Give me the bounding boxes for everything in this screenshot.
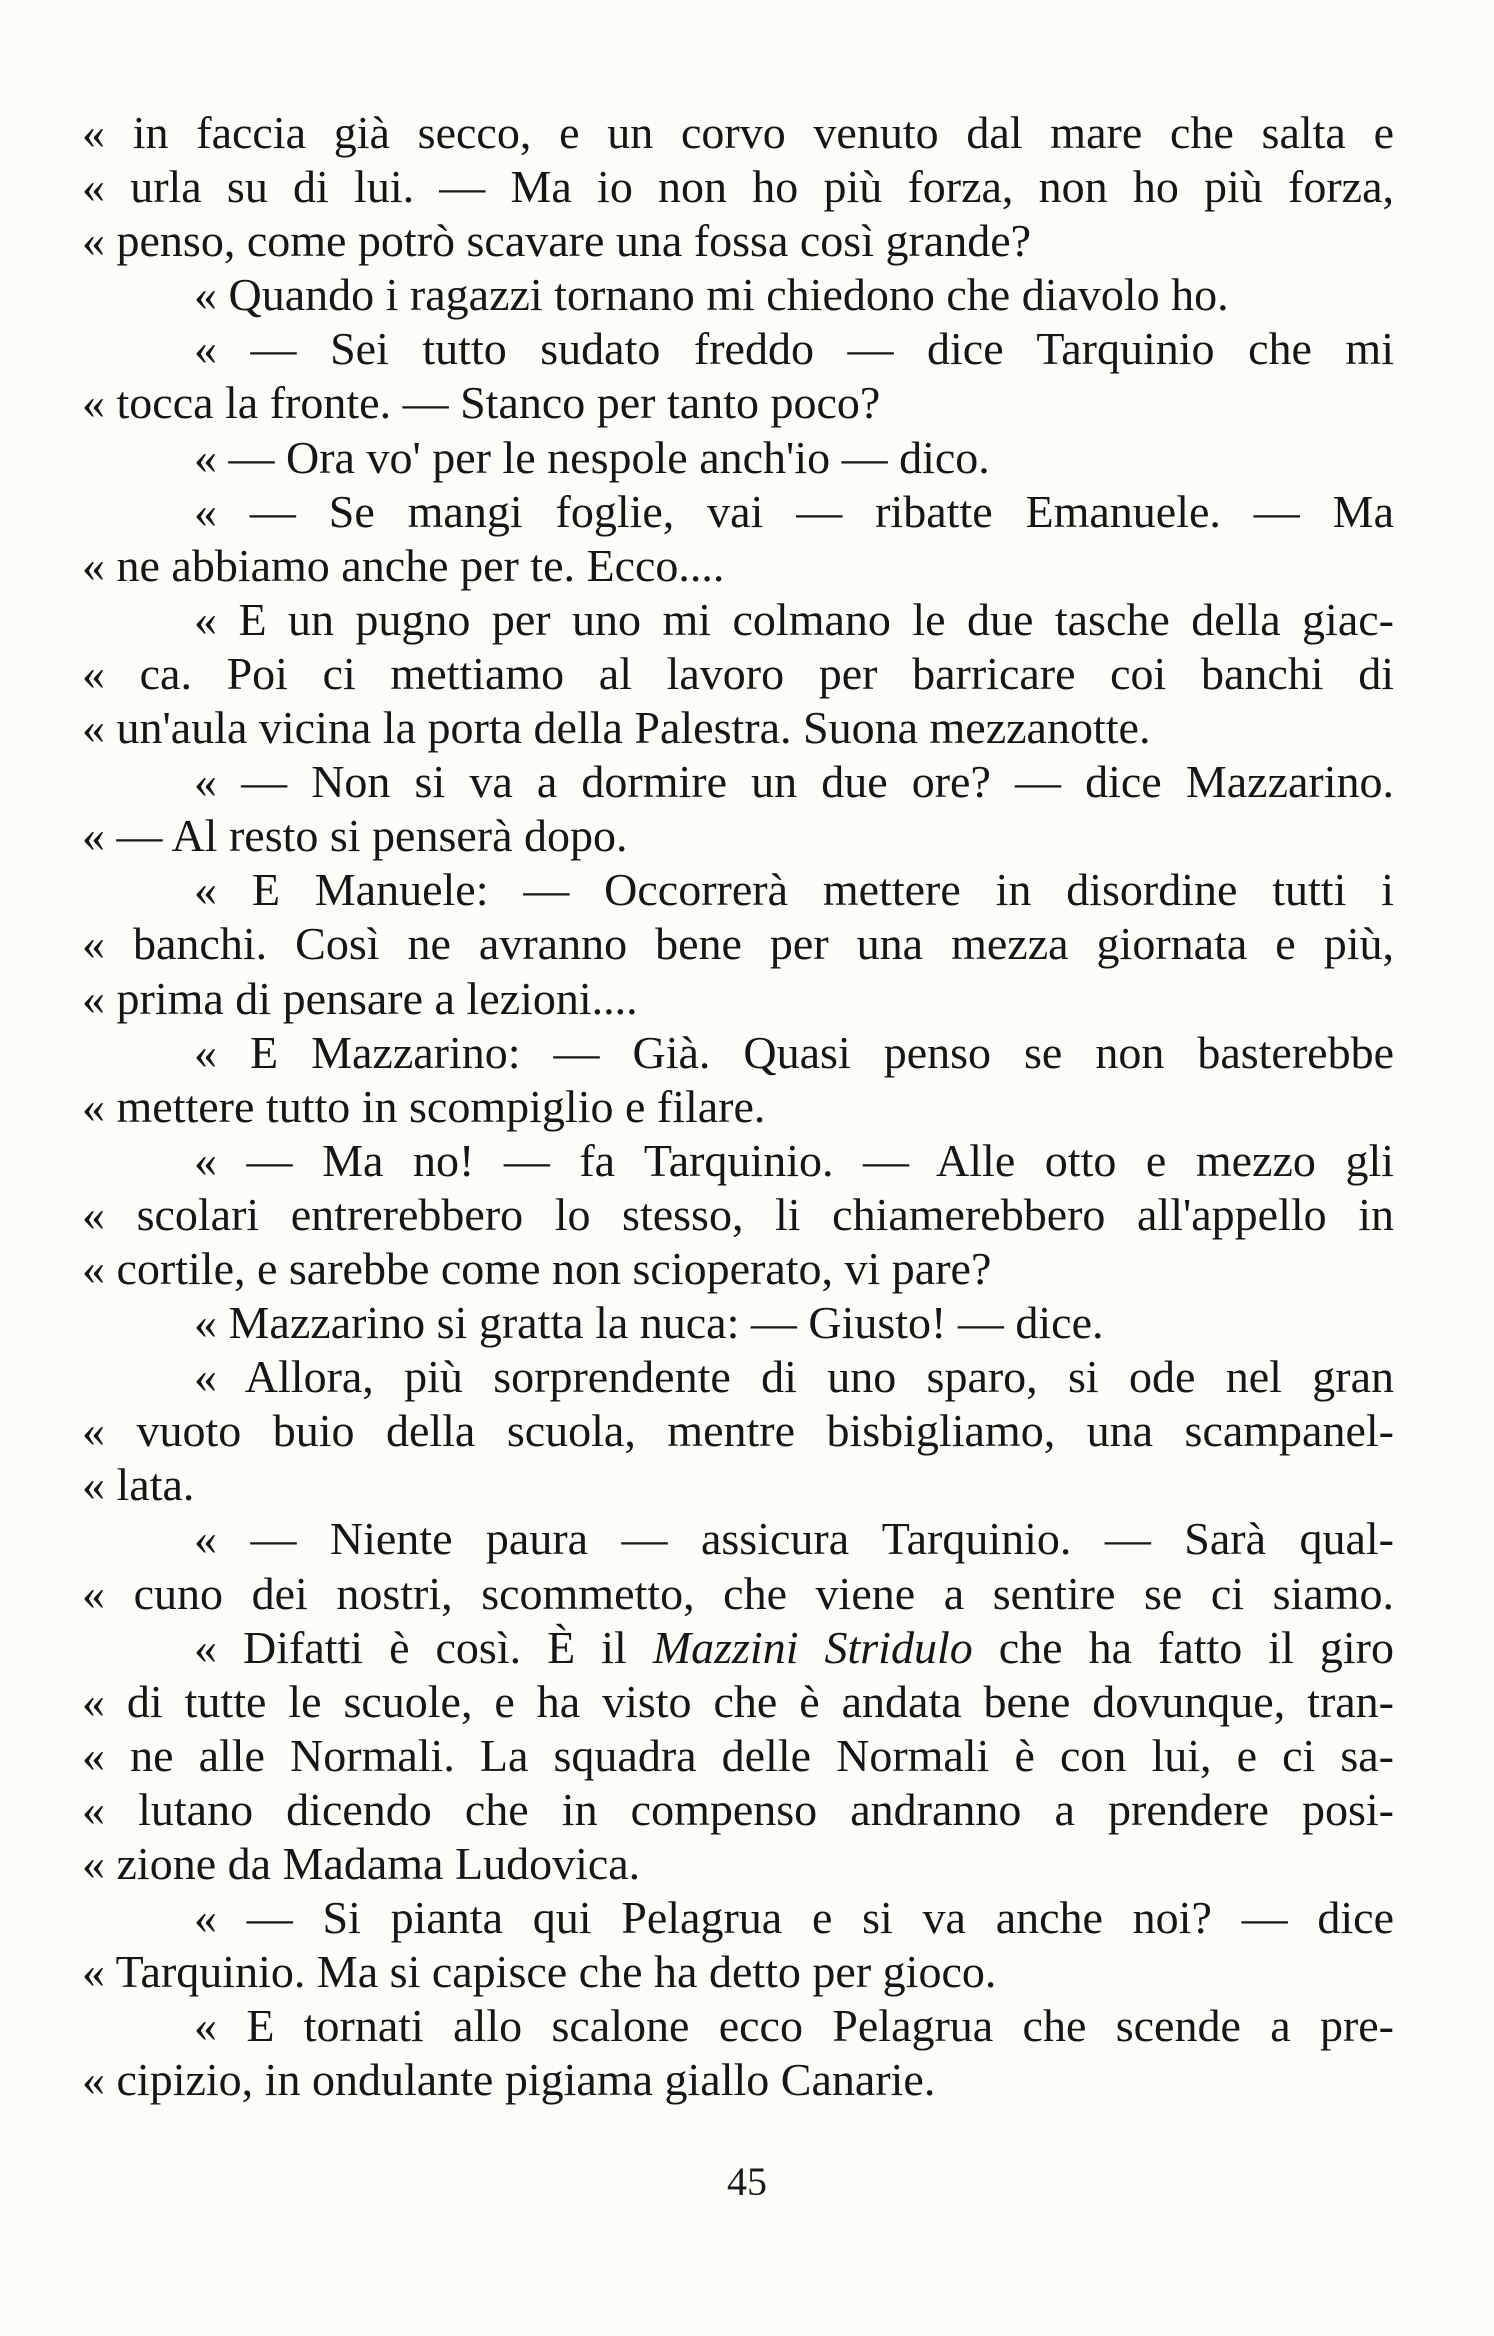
text-line: « cuno dei nostri, scommetto, che viene a sentire se ci siamo.	[82, 1567, 1394, 1619]
text-line: « un'aula vicina la porta della Palestra. Suona mezzanotte.	[82, 702, 1151, 754]
text-line: « — Sei tutto sudato freddo — dice Tarquinio che mi	[194, 323, 1394, 375]
text-line: « — Si pianta qui Pelagrua e si va anche noi? — dice	[194, 1892, 1394, 1944]
text-line: « — Niente paura — assicura Tarquinio. — Sarà qual-	[194, 1513, 1394, 1565]
text-line: « prima di pensare a lezioni....	[82, 972, 638, 1024]
text-line: « Quando i ragazzi tornano mi chiedono che diavolo ho.	[194, 269, 1229, 321]
text-line: « vuoto buio della scuola, mentre bisbigliamo, una scampanel-	[82, 1405, 1394, 1457]
text-line: « — Ma no! — fa Tarquinio. — Alle otto e mezzo gli	[194, 1134, 1394, 1186]
text-segment: che ha fatto il giro	[972, 1621, 1394, 1673]
text-line: « Tarquinio. Ma si capisce che ha detto per gioco.	[82, 1946, 997, 1998]
text-line: « penso, come potrò scavare una fossa così grande?	[82, 215, 1032, 267]
text-line: « cipizio, in ondulante pigiama giallo Canarie.	[82, 2054, 936, 2106]
text-line: « ne abbiamo anche per te. Ecco....	[82, 539, 725, 591]
italic-title: Mazzini Stridulo	[652, 1621, 973, 1673]
text-segment: « Difatti è così. È il	[194, 1621, 653, 1673]
text-line: « E Manuele: — Occorrerà mettere in disordine tutti i	[194, 864, 1394, 916]
text-line-with-italic	[82, 1621, 1394, 1675]
text-line: « — Se mangi foglie, vai — ribatte Emanuele. — Ma	[194, 485, 1394, 537]
text-line: « di tutte le scuole, e ha visto che è andata bene dovunque, tran-	[82, 1675, 1394, 1727]
text-line: « urla su di lui. — Ma io non ho più forza, non ho più forza,	[82, 161, 1394, 213]
text-line: « — Al resto si penserà dopo.	[82, 810, 628, 862]
text-line: « tocca la fronte. — Stanco per tanto poco?	[82, 377, 881, 429]
text-line: « — Ora vo' per le nespole anch'io — dico.	[194, 431, 990, 483]
text-line: « E un pugno per uno mi colmano le due tasche della giac-	[194, 593, 1394, 645]
text-line: « scolari entrerebbero lo stesso, li chiamerebbero all'appello in	[82, 1188, 1394, 1240]
text-line: « ca. Poi ci mettiamo al lavoro per barricare coi banchi di	[82, 647, 1394, 699]
body-text	[82, 106, 1394, 2107]
text-line: « Allora, più sorprendente di uno sparo, si ode nel gran	[194, 1351, 1394, 1403]
text-line: « lata.	[82, 1459, 195, 1511]
text-line: « in faccia già secco, e un corvo venuto dal mare che salta e	[82, 107, 1394, 158]
text-line: « Mazzarino si gratta la nuca: — Giusto! — dice.	[194, 1297, 1104, 1349]
text-line: « — Non si va a dormire un due ore? — dice Mazzarino.	[194, 756, 1394, 808]
text-line: « zione da Madama Ludovica.	[82, 1838, 641, 1889]
text-line: « mettere tutto in scompiglio e filare.	[82, 1080, 766, 1132]
page-number: 45	[727, 2159, 767, 2204]
text-line: « E Mazzarino: — Già. Quasi penso se non basterebbe	[194, 1026, 1394, 1078]
text-line: « banchi. Così ne avranno bene per una mezza giornata e più,	[82, 918, 1394, 970]
text-line: « cortile, e sarebbe come non scioperato, vi pare?	[82, 1242, 992, 1294]
text-line: « ne alle Normali. La squadra delle Normali è con lui, e ci sa-	[82, 1729, 1394, 1781]
text-line: « E tornati allo scalone ecco Pelagrua che scende a pre-	[194, 2000, 1394, 2052]
text-line: « lutano dicendo che in compenso andranno a prendere posi-	[82, 1783, 1394, 1835]
